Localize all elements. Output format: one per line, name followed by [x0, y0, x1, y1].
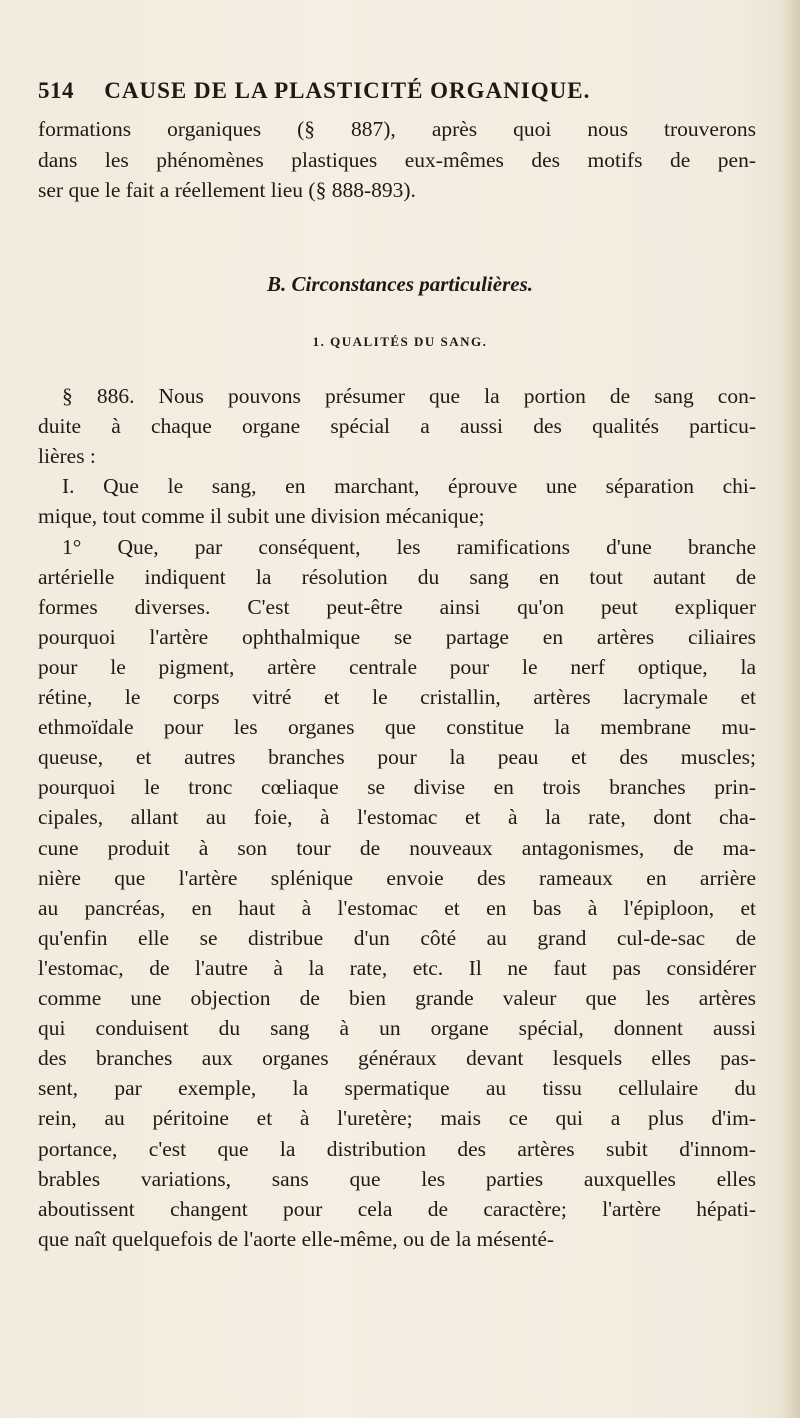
text-line: nière que l'artère splénique envoie des rameaux en arrière: [38, 865, 756, 890]
text-line: ser que le fait a réellement lieu (§ 888-893).: [38, 178, 416, 202]
text-line: l'estomac, de l'autre à la rate, etc. Il ne faut pas considérer: [38, 955, 756, 980]
page-edge: [782, 0, 800, 1418]
text-line: cune produit à son tour de nouveaux antagonismes, de ma-: [38, 835, 756, 860]
text-line: portance, c'est que la distribution des artères subit d'innom-: [38, 1136, 756, 1161]
text-line: aboutissent changent pour cela de caractère; l'artère hépati-: [38, 1196, 756, 1221]
text-line: artérielle indiquent la résolution du sang en tout autant de: [38, 564, 756, 589]
subsection-heading: 1. QUALITÉS DU SANG.: [312, 334, 488, 349]
text-line: pour le pigment, artère centrale pour le nerf optique, la: [38, 654, 756, 679]
text-line: qui conduisent du sang à un organe spécial, donnent aussi: [38, 1016, 756, 1041]
text-line: sent, par exemple, la spermatique au tissu cellulaire du: [38, 1076, 756, 1101]
running-title: CAUSE DE LA PLASTICITÉ ORGANIQUE.: [104, 78, 591, 103]
text-line: duite à chaque organe spécial a aussi des qualités particu-: [38, 414, 756, 439]
text-line: § 886. Nous pouvons présumer que la portion de sang con-: [62, 384, 756, 408]
text-line: des branches aux organes généraux devant lesquels elles pas-: [38, 1046, 756, 1071]
text-line: pourquoi le tronc cœliaque se divise en trois branches prin-: [38, 775, 756, 800]
text-line: mique, tout comme il subit une division mécanique;: [38, 504, 485, 529]
text-line: rétine, le corps vitré et le cristallin, artères lacrymale et: [38, 685, 756, 709]
text-line: 1° Que, par conséquent, les ramifications d'une branche: [62, 534, 756, 559]
text-line: que naît quelquefois de l'aorte elle-même, ou de la mésenté-: [38, 1226, 555, 1251]
text-line: rein, au péritoine et à l'uretère; mais ce qui a plus d'im-: [38, 1106, 756, 1131]
text-line: qu'enfin elle se distribue d'un côté au grand cul-de-sac de: [38, 925, 756, 950]
text-line: I. Que le sang, en marchant, éprouve une séparation chi-: [62, 474, 756, 499]
section-heading: B. Circonstances particulières.: [266, 272, 534, 296]
text-line: cipales, allant au foie, à l'estomac et à la rate, dont cha-: [38, 805, 756, 830]
text-line: formations organiques (§ 887), après quoi nous trouverons: [38, 117, 756, 141]
text-line: queuse, et autres branches pour la peau et des muscles;: [38, 745, 756, 770]
text-line: lières :: [38, 444, 96, 469]
text-line: pourquoi l'artère ophthalmique se partage en artères ciliaires: [38, 624, 756, 649]
text-line: dans les phénomènes plastiques eux-mêmes des motifs de pen-: [38, 147, 756, 172]
page-number: 514: [38, 78, 74, 103]
text-line: comme une objection de bien grande valeur que les artères: [38, 986, 756, 1010]
text-line: brables variations, sans que les parties auxquelles elles: [38, 1166, 756, 1191]
running-head: [38, 78, 718, 104]
text-line: au pancréas, en haut à l'estomac et en bas à l'épiploon, et: [38, 895, 756, 920]
text-line: formes diverses. C'est peut-être ainsi qu'on peut expliquer: [38, 594, 756, 619]
text-line: ethmoïdale pour les organes que constitue la membrane mu-: [38, 715, 756, 740]
